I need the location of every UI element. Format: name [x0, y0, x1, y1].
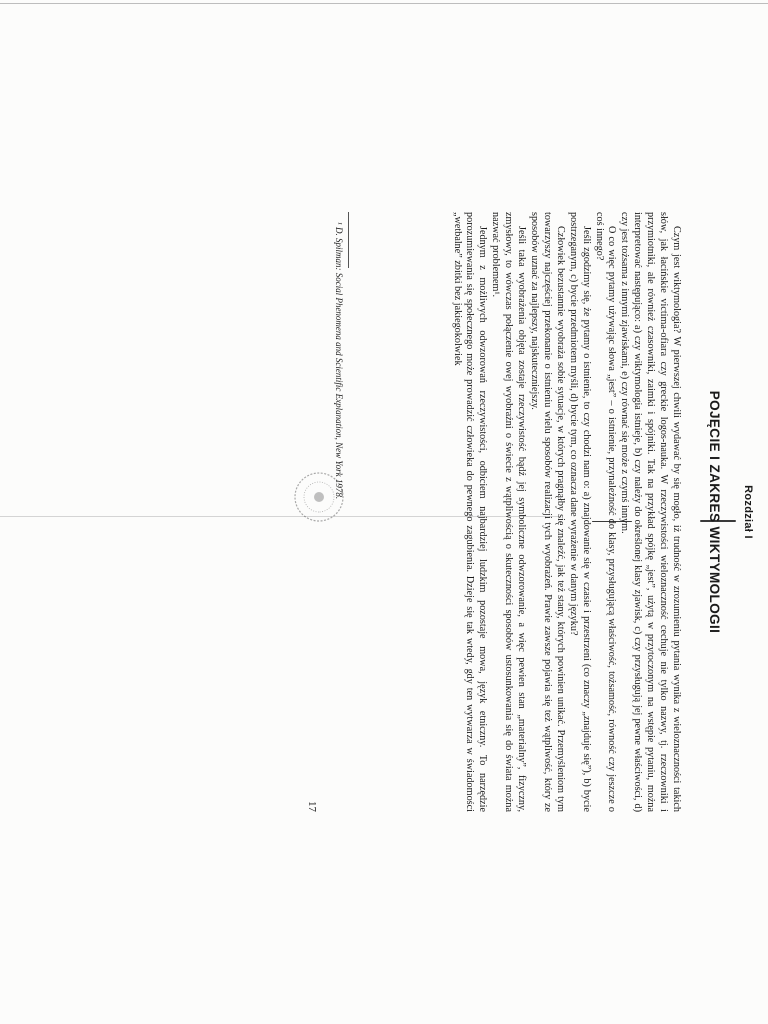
- paragraph: Czym jest wiktymologia? W pierwszej chwili wydawać by się mogło, iż trudność w zrozumieniu pytania wynika z wieloznaczności takich słów, jak łacińskie victima-ofiara czy greckie logos-nauka. W rzeczywistości wieloznaczność cechuje nie tylko nazwy, tj. rzeczowniki i przymiotniki, ale również czasowniki, zaimki i spójniki. Tak na przykład spójkę „jest”, użytą w przytoczonym na wstępie pytaniu, można interpretować następująco: a) czy wiktymologia istnieje, b) czy należy do określonej klasy zjawisk, c) czy przysługują jej pewne właściwości, d) czy jest tożsama z innymi zjawiskami, e) czy równać się może z czymś innym.: [619, 212, 682, 812]
- paragraph: Jeśli taka wyobrażenia objęta zostaje rzeczywistość bądź jej symboliczne odwzorowanie, a więc pewien stan „materialny”, fizyczny, zmysłowy, to wówczas połączenie owej wyobraźni o świecie z wątpliwością o skuteczności sposobów ustosunkowania się do świata można nazwać problemem¹.: [490, 212, 528, 812]
- rotated-page: [294, 212, 754, 812]
- paragraph: Jeśli zgodzimy się, że pytamy o istnienie, to czy chodzi nam o: a) znajdowanie się w czasie i przestrzeni (co znaczy „znajduje się”), b) bycie postrzeganym, c) bycie przedmiotem myśli, d) bycie tym, co oznacza dane wyrażenie w danym języku?: [567, 212, 592, 812]
- footnote: ¹ D. Spilman: Social Phenomena and Scientific Explanation, New York 1978.: [334, 222, 344, 500]
- chapter-title: POJĘCIE I ZAKRES WIKTYMOLOGII: [707, 390, 722, 634]
- paragraph: Jednym z możliwych odwzorowań rzeczywistości, odbiciem najbardziej ludzkim pozostaje mowa, język etniczny. To narzędzie porozumiewania się społecznego może prowadzić człowieka do pewnego zagubienia. Dzieje się tak wtedy, gdy ten wytwarza w świadomości „wetbalne” zbitki bez jakiegokolwiek: [451, 212, 489, 812]
- paragraph: O co więc pytamy używając słowa „jest” – o istnienie, przynależność do klasy, przysługującą właściwość, tożsamość, równość czy jeszcze o coś innego?: [593, 212, 618, 812]
- library-stamp-icon: [292, 470, 346, 524]
- scan-edge-top: [0, 3, 768, 4]
- chapter-label: Rozdział I: [742, 485, 754, 539]
- page-number: 17: [306, 801, 318, 812]
- footnote-divider: [348, 212, 349, 268]
- body-text: [350, 212, 682, 812]
- paragraph: Człowiek bezustannie wyobraża sobie sytuacje, w których pragnąłby się znaleźć, jak też stany, których powinien unikać. Przemyśleniom tym towarzyszy najczęściej przekonanie o istnieniu wielu sposobów realizacji tych wyobrażeń. Prawie zawsze pojawia się też wątpliwość, który ze sposobów uznać za najlepszy, najskuteczniejszy.: [529, 212, 566, 812]
